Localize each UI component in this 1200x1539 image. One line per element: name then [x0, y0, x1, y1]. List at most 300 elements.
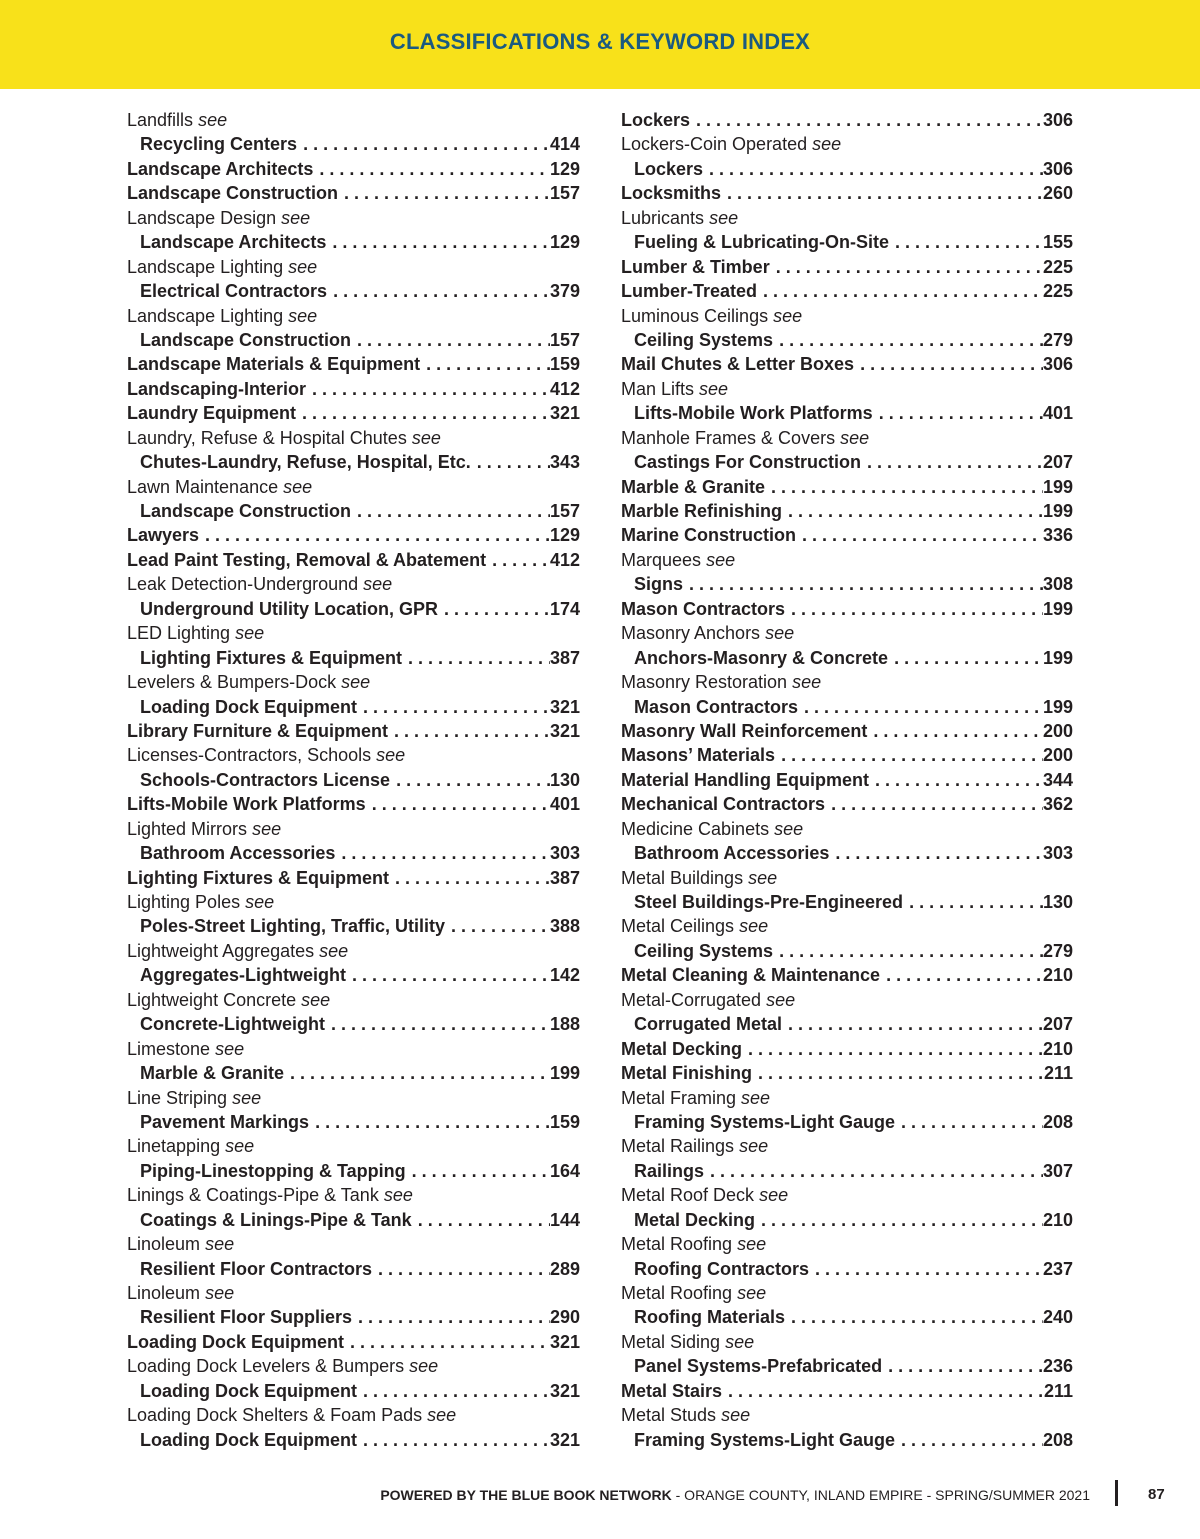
entry-page-number: 200	[1042, 745, 1073, 766]
entry-page-number: 159	[549, 354, 580, 375]
index-entry-target	[621, 841, 1073, 865]
cross-reference-term: Loading Dock Levelers & Bumpers	[127, 1356, 405, 1377]
index-entry-target	[127, 230, 580, 254]
see-label: see	[245, 892, 275, 912]
cross-reference-term: Metal Buildings	[621, 867, 744, 888]
index-entry	[621, 255, 1073, 279]
index-cross-reference	[127, 1403, 580, 1427]
cross-reference-term: Linoleum	[127, 1283, 201, 1303]
cross-reference-term: Marquees	[621, 549, 702, 570]
index-entry-target	[127, 1159, 580, 1183]
index-cross-reference	[127, 1354, 580, 1378]
dot-leader	[690, 108, 1043, 132]
dot-leader	[765, 475, 1043, 499]
entry-page-number: 236	[1042, 1356, 1073, 1377]
index-cross-reference	[127, 572, 580, 596]
entry-page-number: 199	[1042, 647, 1073, 668]
dot-leader	[412, 1208, 550, 1232]
entry-page-number: 308	[1042, 574, 1073, 595]
entry-term: Fueling & Lubricating-On-Site	[634, 232, 889, 253]
see-label: see	[363, 574, 393, 595]
index-entry-target	[127, 499, 580, 523]
index-entry	[621, 523, 1073, 547]
cross-reference-term: Licenses-Contractors, Schools	[127, 745, 372, 766]
dot-leader	[389, 866, 550, 890]
entry-page-number: 199	[1042, 598, 1073, 619]
index-entry	[621, 743, 1073, 767]
dot-leader	[313, 157, 550, 181]
entry-term: Metal Decking	[621, 1038, 743, 1059]
entry-page-number: 157	[549, 183, 580, 204]
dot-leader	[773, 328, 1043, 352]
see-label: see	[319, 940, 349, 961]
entry-page-number: 157	[549, 329, 580, 350]
entry-term: Bathroom Accessories	[634, 843, 830, 864]
index-cross-reference	[621, 132, 1073, 156]
see-label: see	[383, 1185, 413, 1206]
entry-term: Mail Chutes & Letter Boxes	[621, 354, 855, 375]
entry-term: Resilient Floor Contractors	[140, 1258, 373, 1279]
entry-term: Poles-Street Lighting, Traffic, Utility	[140, 916, 446, 937]
dot-leader	[785, 1305, 1043, 1329]
see-label: see	[721, 1405, 751, 1426]
entry-page-number: 144	[549, 1209, 580, 1230]
index-entry-target	[127, 1428, 580, 1452]
index-cross-reference	[621, 426, 1073, 450]
see-label: see	[737, 1234, 767, 1255]
page-number: 87	[1148, 1486, 1165, 1503]
entry-term: Corrugated Metal	[634, 1014, 783, 1035]
index-entry-target	[621, 695, 1073, 719]
dot-leader	[773, 939, 1043, 963]
index-cross-reference	[621, 866, 1073, 890]
dot-leader	[683, 572, 1043, 596]
entry-page-number: 225	[1042, 281, 1073, 302]
page-header	[0, 0, 1200, 89]
see-label: see	[301, 989, 331, 1010]
entry-term: Mason Contractors	[634, 696, 799, 717]
see-label: see	[739, 1136, 769, 1157]
index-entry-target	[127, 646, 580, 670]
entry-page-number: 387	[549, 647, 580, 668]
cross-reference-term: Linetapping	[127, 1136, 221, 1157]
index-entry-target	[127, 1305, 580, 1329]
cross-reference-term: Metal-Corrugated	[621, 989, 762, 1010]
entry-term: Castings For Construction	[634, 452, 862, 473]
cross-reference-term: LED Lighting	[127, 623, 231, 644]
entry-page-number: 289	[549, 1258, 580, 1279]
dot-leader	[357, 1428, 550, 1452]
entry-term: Aggregates-Lightweight	[140, 965, 346, 986]
entry-page-number: 260	[1042, 183, 1073, 204]
entry-term: Landscaping-Interior	[127, 378, 307, 399]
entry-page-number: 412	[549, 549, 580, 570]
cross-reference-term: Limestone	[127, 1038, 211, 1059]
dot-leader	[402, 646, 550, 670]
entry-term: Loading Dock Equipment	[140, 696, 358, 717]
index-cross-reference	[621, 1183, 1073, 1207]
index-entry	[127, 377, 580, 401]
entry-term: Landscape Architects	[127, 158, 314, 179]
cross-reference-term: Linings & Coatings-Pipe & Tank	[127, 1185, 379, 1206]
see-label: see	[409, 1356, 439, 1377]
entry-page-number: 210	[1042, 1038, 1073, 1059]
index-cross-reference	[127, 1281, 580, 1305]
entry-term: Steel Buildings-Pre-Engineered	[634, 892, 904, 912]
entry-term: Metal Cleaning & Maintenance	[621, 965, 881, 986]
see-label: see	[725, 1331, 755, 1352]
index-entry	[127, 523, 580, 547]
index-entry	[621, 768, 1073, 792]
index-entry-target	[127, 1110, 580, 1134]
see-label: see	[699, 378, 729, 399]
index-cross-reference	[621, 621, 1073, 645]
index-cross-reference	[127, 426, 580, 450]
index-entry-target	[127, 597, 580, 621]
entry-page-number: 321	[549, 696, 580, 717]
dot-leader	[471, 450, 550, 474]
index-cross-reference	[621, 377, 1073, 401]
entry-page-number: 306	[1042, 110, 1073, 130]
index-entry-target	[621, 1159, 1073, 1183]
dot-leader	[757, 279, 1043, 303]
entry-page-number: 130	[549, 769, 580, 790]
entry-term: Mechanical Contractors	[621, 794, 826, 815]
entry-term: Masons’ Materials	[621, 745, 776, 766]
entry-page-number: 211	[1043, 1063, 1073, 1084]
index-entry-target	[127, 1379, 580, 1403]
dot-leader	[388, 719, 550, 743]
entry-page-number: 174	[549, 598, 580, 619]
entry-page-number: 237	[1042, 1258, 1073, 1279]
index-entry-target	[621, 157, 1073, 181]
dot-leader	[366, 792, 550, 816]
index-cross-reference	[621, 1281, 1073, 1305]
dot-leader	[306, 377, 550, 401]
cross-reference-term: Lightweight Concrete	[127, 989, 297, 1010]
index-entry-target	[621, 572, 1073, 596]
index-cross-reference	[621, 548, 1073, 572]
index-entry-target	[127, 1012, 580, 1036]
index-entry	[621, 1379, 1073, 1403]
index-entry	[127, 719, 580, 743]
entry-term: Signs	[634, 574, 684, 595]
index-cross-reference	[127, 743, 580, 767]
cross-reference-term: Landscape Lighting	[127, 256, 284, 277]
see-label: see	[376, 745, 406, 766]
entry-term: Anchors-Masonry & Concrete	[634, 647, 889, 668]
dot-leader	[782, 499, 1043, 523]
index-cross-reference	[127, 475, 580, 499]
index-entry	[127, 1330, 580, 1354]
entry-term: Masonry Wall Reinforcement	[621, 720, 868, 741]
see-label: see	[411, 427, 441, 448]
see-label: see	[288, 256, 318, 277]
cross-reference-term: Metal Roof Deck	[621, 1185, 755, 1206]
index-cross-reference	[127, 670, 580, 694]
entry-term: Lighting Fixtures & Equipment	[140, 647, 402, 668]
cross-reference-term: Metal Framing	[621, 1087, 737, 1108]
cross-reference-term: Metal Roofing	[621, 1234, 733, 1255]
index-entry-target	[127, 328, 580, 352]
dot-leader	[420, 352, 550, 376]
index-cross-reference	[621, 304, 1073, 328]
entry-page-number: 240	[1042, 1307, 1073, 1328]
entry-term: Loading Dock Equipment	[140, 1429, 358, 1450]
dot-leader	[326, 230, 550, 254]
dot-leader	[895, 1110, 1043, 1134]
index-entry-target	[621, 646, 1073, 670]
entry-term: Metal Stairs	[621, 1380, 723, 1401]
entry-page-number: 199	[1042, 476, 1073, 497]
entry-page-number: 362	[1042, 794, 1073, 815]
index-entry-target	[127, 279, 580, 303]
cross-reference-term: Linoleum	[127, 1234, 201, 1255]
cross-reference-term: Levelers & Bumpers-Dock	[127, 672, 337, 693]
entry-term: Roofing Contractors	[634, 1258, 809, 1279]
cross-reference-term: Metal Siding	[621, 1331, 721, 1352]
entry-term: Framing Systems-Light Gauge	[634, 1111, 896, 1132]
dot-leader	[486, 548, 550, 572]
dot-leader	[297, 132, 550, 156]
index-entry	[621, 475, 1073, 499]
entry-term: Landscape Construction	[140, 329, 352, 350]
index-cross-reference	[127, 890, 580, 914]
dot-leader	[796, 523, 1043, 547]
cross-reference-term: Man Lifts	[621, 378, 695, 399]
index-entry-target	[621, 890, 1073, 914]
dot-leader	[880, 963, 1043, 987]
see-label: see	[774, 818, 804, 839]
index-entry-target	[621, 1305, 1073, 1329]
index-entry	[621, 1061, 1073, 1085]
index-entry-target	[621, 1110, 1073, 1134]
index-column-left	[127, 108, 580, 1452]
entry-term: Loading Dock Equipment	[127, 1331, 345, 1352]
entry-term: Framing Systems-Light Gauge	[634, 1429, 896, 1450]
index-entry	[127, 352, 580, 376]
entry-page-number: 279	[1042, 940, 1073, 961]
index-cross-reference	[127, 817, 580, 841]
index-cross-reference	[621, 670, 1073, 694]
index-entry	[127, 866, 580, 890]
entry-page-number: 290	[549, 1307, 580, 1328]
cross-reference-term: Metal Studs	[621, 1405, 717, 1426]
entry-page-number: 129	[549, 525, 580, 546]
entry-page-number: 321	[549, 1331, 580, 1352]
entry-term: Material Handling Equipment	[621, 769, 870, 790]
see-label: see	[739, 916, 769, 937]
entry-page-number: 303	[549, 843, 580, 864]
entry-term: Landscape Construction	[140, 501, 352, 521]
entry-term: Schools-Contractors License	[140, 769, 391, 790]
cross-reference-term: Masonry Restoration	[621, 672, 788, 693]
page-title: CLASSIFICATIONS & KEYWORD INDEX	[389, 28, 811, 54]
entry-term: Marine Construction	[621, 525, 797, 546]
see-label: see	[288, 305, 318, 326]
dot-leader	[854, 352, 1043, 376]
entry-page-number: 303	[1042, 843, 1073, 864]
dot-leader	[829, 841, 1043, 865]
cross-reference-term: Lighting Poles	[127, 892, 241, 912]
entry-term: Panel Systems-Prefabricated	[634, 1356, 883, 1377]
dot-leader	[721, 181, 1043, 205]
index-entry-target	[621, 1428, 1073, 1452]
cross-reference-term: Landscape Design	[127, 207, 277, 228]
see-label: see	[281, 207, 311, 228]
entry-page-number: 188	[549, 1014, 580, 1035]
index-cross-reference	[621, 1086, 1073, 1110]
index-cross-reference	[621, 206, 1073, 230]
entry-page-number: 210	[1042, 965, 1073, 986]
entry-page-number: 387	[549, 867, 580, 888]
see-label: see	[766, 989, 796, 1010]
dot-leader	[406, 1159, 550, 1183]
dot-leader	[327, 279, 550, 303]
see-label: see	[840, 427, 870, 448]
cross-reference-term: Loading Dock Shelters & Foam Pads	[127, 1405, 423, 1426]
entry-term: Locksmiths	[621, 183, 722, 204]
index-entry-target	[621, 1208, 1073, 1232]
index-entry	[127, 548, 580, 572]
index-cross-reference	[621, 988, 1073, 1012]
index-entry	[621, 352, 1073, 376]
dot-leader	[882, 1354, 1043, 1378]
see-label: see	[812, 134, 842, 155]
entry-term: Resilient Floor Suppliers	[140, 1307, 353, 1328]
entry-page-number: 157	[549, 501, 580, 521]
cross-reference-term: Metal Roofing	[621, 1283, 733, 1303]
index-entry	[127, 181, 580, 205]
index-entry-target	[127, 963, 580, 987]
see-label: see	[748, 867, 778, 888]
entry-page-number: 129	[549, 158, 580, 179]
index-entry-target	[127, 1208, 580, 1232]
dot-leader	[703, 157, 1043, 181]
index-cross-reference	[621, 914, 1073, 938]
index-entry-target	[127, 1061, 580, 1085]
cross-reference-term: Lighted Mirrors	[127, 818, 248, 839]
entry-page-number: 207	[1042, 452, 1073, 473]
entry-page-number: 142	[549, 965, 580, 986]
index-entry	[621, 597, 1073, 621]
see-label: see	[706, 549, 736, 570]
entry-term: Lumber & Timber	[621, 256, 770, 277]
entry-term: Metal Decking	[634, 1209, 756, 1230]
entry-page-number: 208	[1042, 1111, 1073, 1132]
index-entry	[127, 792, 580, 816]
entry-page-number: 129	[549, 232, 580, 253]
dot-leader	[888, 646, 1043, 670]
dot-leader	[390, 768, 550, 792]
index-cross-reference	[127, 1086, 580, 1110]
cross-reference-term: Masonry Anchors	[621, 623, 761, 644]
entry-page-number: 379	[549, 281, 580, 302]
see-label: see	[235, 623, 265, 644]
footer-credit	[380, 1487, 1090, 1503]
entry-term: Landscape Construction	[127, 183, 339, 204]
see-label: see	[709, 207, 739, 228]
dot-leader	[325, 1012, 550, 1036]
dot-leader	[704, 1159, 1043, 1183]
entry-term: Landscape Materials & Equipment	[127, 354, 421, 375]
entry-term: Pavement Markings	[140, 1111, 310, 1132]
entry-page-number: 199	[1042, 501, 1073, 521]
index-cross-reference	[127, 206, 580, 230]
see-label: see	[792, 672, 822, 693]
index-cross-reference	[127, 304, 580, 328]
index-entry	[621, 1037, 1073, 1061]
dot-leader	[351, 328, 550, 352]
dot-leader	[372, 1257, 550, 1281]
dot-leader	[903, 890, 1043, 914]
entry-term: Loading Dock Equipment	[140, 1380, 358, 1401]
index-cross-reference	[621, 817, 1073, 841]
dot-leader	[335, 841, 550, 865]
entry-page-number: 321	[549, 1380, 580, 1401]
entry-term: Marble & Granite	[621, 476, 766, 497]
cross-reference-term: Metal Ceilings	[621, 916, 735, 937]
dot-leader	[825, 792, 1043, 816]
index-cross-reference	[621, 1403, 1073, 1427]
index-cross-reference	[127, 1037, 580, 1061]
entry-page-number: 306	[1042, 354, 1073, 375]
dot-leader	[785, 597, 1043, 621]
dot-leader	[284, 1061, 550, 1085]
dot-leader	[346, 963, 550, 987]
dot-leader	[889, 230, 1043, 254]
dot-leader	[770, 255, 1043, 279]
entry-term: Bathroom Accessories	[140, 843, 336, 864]
see-label: see	[741, 1087, 771, 1108]
entry-term: Laundry Equipment	[127, 403, 297, 424]
entry-page-number: 210	[1042, 1209, 1073, 1230]
entry-term: Landscape Architects	[140, 232, 327, 253]
entry-page-number: 306	[1042, 158, 1073, 179]
entry-page-number: 321	[549, 1429, 580, 1450]
index-entry-target	[127, 1257, 580, 1281]
index-cross-reference	[621, 1232, 1073, 1256]
entry-page-number: 388	[549, 916, 580, 937]
index-entry	[621, 108, 1073, 132]
entry-page-number: 414	[549, 134, 580, 155]
entry-term: Coatings & Linings-Pipe & Tank	[140, 1209, 412, 1230]
index-cross-reference	[127, 939, 580, 963]
index-column-right	[621, 108, 1073, 1452]
entry-term: Lumber-Treated	[621, 281, 758, 302]
index-entry-target	[127, 450, 580, 474]
index-entry	[127, 157, 580, 181]
entry-term: Recycling Centers	[140, 134, 298, 155]
index-cross-reference	[127, 988, 580, 1012]
entry-term: Concrete-Lightweight	[140, 1014, 325, 1035]
dot-leader	[798, 695, 1043, 719]
index-entry	[127, 401, 580, 425]
entry-page-number: 208	[1042, 1429, 1073, 1450]
index-entry	[621, 279, 1073, 303]
cross-reference-term: Medicine Cabinets	[621, 818, 770, 839]
dot-leader	[809, 1257, 1043, 1281]
index-entry	[621, 499, 1073, 523]
entry-term: Mason Contractors	[621, 598, 786, 619]
dot-leader	[895, 1428, 1043, 1452]
index-entry	[621, 719, 1073, 743]
see-label: see	[283, 476, 313, 497]
see-label: see	[765, 623, 795, 644]
cross-reference-term: Line Striping	[127, 1087, 228, 1108]
entry-page-number: 343	[549, 452, 580, 473]
entry-term: Library Furniture & Equipment	[127, 720, 389, 741]
